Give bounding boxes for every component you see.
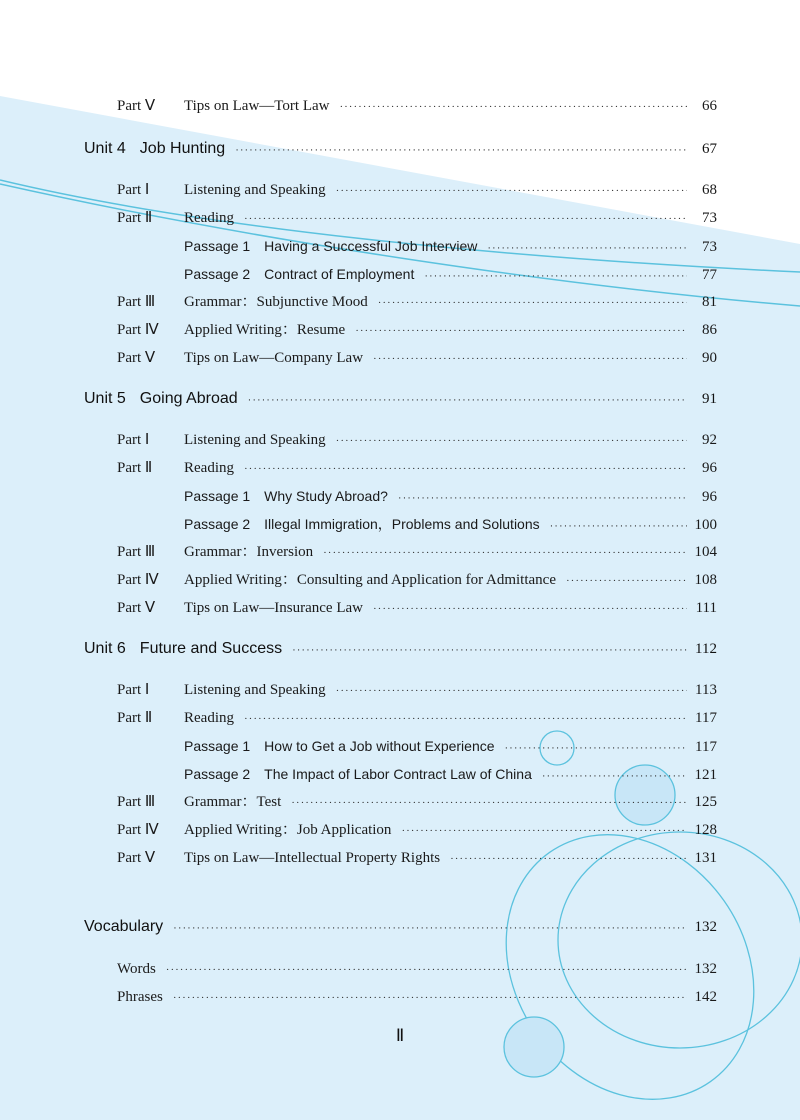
- passage-label: Passage 1: [184, 488, 251, 504]
- toc-entry[interactable]: [117, 540, 717, 564]
- entry-title: How to Get a Job without Experience: [264, 738, 495, 754]
- toc-entry[interactable]: [117, 957, 717, 981]
- unit-title: Job Hunting: [139, 140, 226, 157]
- page-number: 96: [702, 460, 717, 476]
- entry-title: Listening and Speaking: [184, 432, 326, 448]
- part-label: Part Ⅲ: [117, 544, 156, 560]
- entry-title: Contract of Employment: [264, 266, 415, 282]
- entry-title: Reading: [184, 710, 234, 726]
- page-number: 91: [702, 391, 717, 407]
- page-number: 68: [702, 182, 717, 198]
- page-number: 81: [702, 294, 717, 310]
- toc-entry[interactable]: [117, 818, 717, 842]
- entry-title: Tips on Law—Intellectual Property Rights: [184, 850, 441, 866]
- part-label: Part Ⅴ: [117, 98, 156, 114]
- page-number: 132: [694, 919, 717, 935]
- page-number: 125: [694, 794, 717, 810]
- entry-title: Tips on Law—Tort Law: [184, 98, 330, 114]
- part-label: Part Ⅱ: [117, 460, 153, 476]
- dot-leader: [339, 95, 687, 119]
- entry-title: The Impact of Labor Contract Law of China: [264, 766, 532, 782]
- toc-entry[interactable]: [117, 846, 717, 870]
- dot-leader: [323, 541, 687, 565]
- page-number: 96: [702, 489, 717, 505]
- page-number: 117: [695, 739, 717, 755]
- dot-leader: [244, 457, 687, 481]
- toc-entry[interactable]: [117, 346, 717, 370]
- dot-leader: [336, 429, 687, 453]
- part-label: Part Ⅱ: [117, 210, 153, 226]
- toc-entry[interactable]: [117, 290, 717, 314]
- unit-label: Unit 5: [84, 390, 126, 407]
- entry-title: Applied Writing：Consulting and Application for Admittance: [184, 572, 556, 588]
- unit-title: Vocabulary: [84, 918, 164, 935]
- page-number: 77: [702, 267, 717, 283]
- entry-title: Tips on Law—Company Law: [184, 350, 364, 366]
- part-label: Part Ⅱ: [117, 710, 153, 726]
- part-label: Part Ⅳ: [117, 572, 159, 588]
- passage-label: Passage 2: [184, 766, 251, 782]
- part-label: Part Ⅲ: [117, 794, 156, 810]
- page-number: 100: [694, 517, 717, 533]
- entry-title: Applied Writing：Resume: [184, 322, 346, 338]
- toc-entry[interactable]: [184, 484, 717, 508]
- page-number: 128: [694, 822, 717, 838]
- entry-title: Grammar：Subjunctive Mood: [184, 294, 368, 310]
- toc-entry[interactable]: [117, 94, 717, 118]
- dot-leader: [244, 707, 687, 731]
- part-label: Part Ⅳ: [117, 322, 159, 338]
- entry-title: Grammar：Test: [184, 794, 282, 810]
- dot-leader: [373, 347, 687, 371]
- page-number: 121: [694, 767, 717, 783]
- page-number: 142: [694, 989, 717, 1005]
- toc-entry[interactable]: [184, 234, 717, 258]
- dot-leader: [292, 638, 687, 662]
- entry-title: Illegal Immigration，Problems and Solutions: [264, 516, 540, 532]
- dot-leader: [398, 486, 687, 510]
- page-number: 117: [695, 710, 717, 726]
- dot-leader: [244, 207, 687, 231]
- part-label: Part Ⅴ: [117, 850, 156, 866]
- page-number: 92: [702, 432, 717, 448]
- toc-entry[interactable]: [117, 985, 717, 1009]
- page-number: 66: [702, 98, 717, 114]
- entry-title: Having a Successful Job Interview: [264, 238, 478, 254]
- dot-leader: [566, 569, 687, 593]
- unit-label: Unit 4: [84, 140, 126, 157]
- passage-label: Passage 1: [184, 238, 251, 254]
- entry-title: Phrases: [117, 989, 163, 1005]
- toc-entry[interactable]: [117, 318, 717, 342]
- unit-heading[interactable]: [84, 137, 717, 161]
- dot-leader: [355, 319, 687, 343]
- dot-leader: [173, 916, 687, 940]
- toc-entry[interactable]: [117, 678, 717, 702]
- entry-title: Why Study Abroad?: [264, 488, 388, 504]
- dot-leader: [373, 597, 687, 621]
- entry-title: Words: [117, 961, 156, 977]
- dot-leader: [336, 179, 687, 203]
- unit-label: Unit 6: [84, 640, 126, 657]
- dot-leader: [450, 847, 687, 871]
- passage-label: Passage 2: [184, 266, 251, 282]
- dot-leader: [291, 791, 687, 815]
- dot-leader: [248, 388, 687, 412]
- dot-leader: [235, 138, 687, 162]
- toc-entry[interactable]: [184, 512, 717, 536]
- page-number: 73: [702, 210, 717, 226]
- page-number: 131: [694, 850, 717, 866]
- toc-entry[interactable]: [117, 790, 717, 814]
- entry-title: Tips on Law—Insurance Law: [184, 600, 363, 616]
- part-label: Part Ⅴ: [117, 350, 156, 366]
- passage-label: Passage 1: [184, 738, 251, 754]
- page-number: 90: [702, 350, 717, 366]
- toc-entry[interactable]: [184, 262, 717, 286]
- toc-entry[interactable]: [117, 206, 717, 230]
- dot-leader: [487, 236, 687, 260]
- dot-leader: [424, 264, 687, 288]
- part-label: Part Ⅲ: [117, 294, 156, 310]
- dot-leader: [401, 819, 687, 843]
- dot-leader: [166, 958, 687, 982]
- part-label: Part Ⅳ: [117, 822, 159, 838]
- entry-title: Reading: [184, 460, 234, 476]
- part-label: Part Ⅴ: [117, 600, 156, 616]
- page-number: 132: [694, 961, 717, 977]
- toc-entry[interactable]: [117, 596, 717, 620]
- vocabulary-heading[interactable]: [84, 915, 717, 939]
- part-label: Part Ⅰ: [117, 682, 150, 698]
- entry-title: Applied Writing：Job Application: [184, 822, 392, 838]
- page-number: 67: [702, 141, 717, 157]
- page-folio: Ⅱ: [395, 1026, 405, 1045]
- entry-title: Listening and Speaking: [184, 682, 326, 698]
- page-number: 113: [695, 682, 717, 698]
- dot-leader: [505, 736, 687, 760]
- entry-title: Listening and Speaking: [184, 182, 326, 198]
- toc-entry[interactable]: [117, 428, 717, 452]
- entry-title: Reading: [184, 210, 234, 226]
- unit-title: Going Abroad: [139, 390, 238, 407]
- dot-leader: [550, 514, 687, 538]
- unit-heading[interactable]: [84, 387, 717, 411]
- dot-leader: [542, 764, 687, 788]
- page-number: 86: [702, 322, 717, 338]
- toc-entry[interactable]: [117, 706, 717, 730]
- dot-leader: [173, 986, 687, 1010]
- part-label: Part Ⅰ: [117, 432, 150, 448]
- toc-entry[interactable]: [117, 456, 717, 480]
- toc-entry[interactable]: [184, 734, 717, 758]
- unit-title: Future and Success: [139, 640, 283, 657]
- page-number: 73: [702, 239, 717, 255]
- part-label: Part Ⅰ: [117, 182, 150, 198]
- page-number: 104: [694, 544, 717, 560]
- entry-title: Grammar：Inversion: [184, 544, 314, 560]
- page-number: 112: [695, 641, 717, 657]
- dot-leader: [378, 291, 687, 315]
- passage-label: Passage 2: [184, 516, 251, 532]
- toc-entry[interactable]: [117, 178, 717, 202]
- page-number: 108: [694, 572, 717, 588]
- toc-entry[interactable]: [184, 762, 717, 786]
- unit-heading[interactable]: [84, 637, 717, 661]
- dot-leader: [336, 679, 687, 703]
- toc-entry[interactable]: [117, 568, 717, 592]
- page-number: 111: [695, 600, 717, 616]
